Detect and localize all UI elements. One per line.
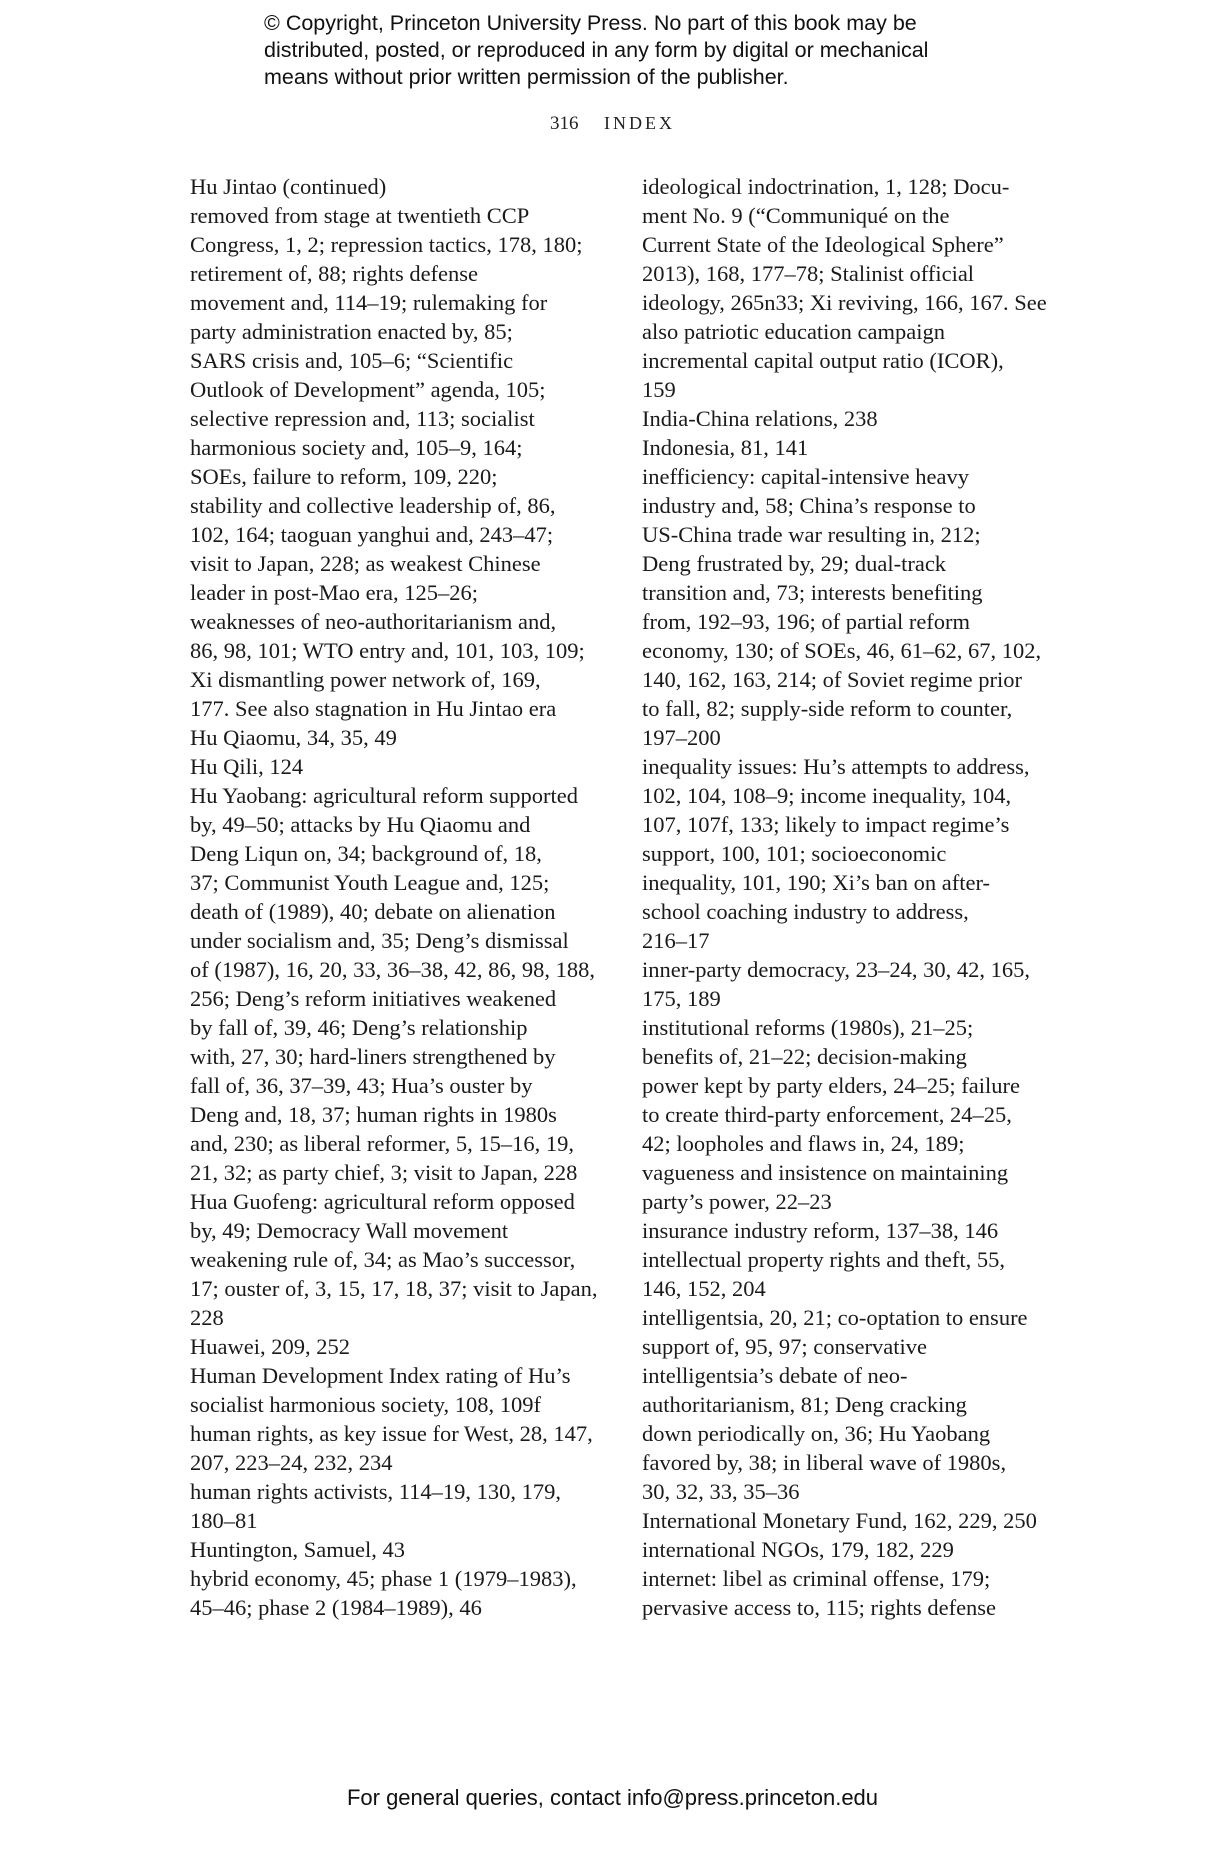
index-entry-line: 140, 162, 163, 214; of Soviet regime prior (642, 667, 1022, 692)
index-entry-line: death of (1989), 40; debate on alienation (190, 899, 556, 924)
index-entry-line: 216–17 (642, 928, 710, 953)
index-entry-line: party administration enacted by, 85; (190, 319, 513, 344)
index-entry-line: institutional reforms (1980s), 21–25; (642, 1015, 974, 1040)
index-entry-line: 37; Communist Youth League and, 125; (190, 870, 550, 895)
index-entry-line: 207, 223–24, 232, 234 (190, 1450, 393, 1475)
index-entry (642, 1216, 1062, 1245)
index-entry-line: harmonious society and, 105–9, 164; (190, 435, 523, 460)
index-entry-line: Indonesia, 81, 141 (642, 435, 809, 460)
index-entry-line: internet: libel as criminal offense, 179; (642, 1566, 991, 1591)
index-column-right (642, 172, 1062, 1622)
index-entry (190, 1187, 610, 1332)
index-entry-line: 256; Deng’s reform initiatives weakened (190, 986, 557, 1011)
index-entry (642, 346, 1062, 404)
index-entry (642, 1535, 1062, 1564)
footer-contact: For general queries, contact info@press.princeton.edu (346, 1785, 879, 1810)
index-entry-line: inequality issues: Hu’s attempts to address, (642, 754, 1030, 779)
index-entry (190, 752, 610, 781)
index-entry-line: 228 (190, 1305, 224, 1330)
index-entry (190, 1535, 610, 1564)
index-entry-line: 45–46; phase 2 (1984–1989), 46 (190, 1595, 482, 1620)
index-entry-line: and, 230; as liberal reformer, 5, 15–16, 19, (190, 1131, 574, 1156)
index-entry-line: Congress, 1, 2; repression tactics, 178, 180; (190, 232, 583, 257)
index-entry-line: Current State of the Ideological Sphere” (642, 232, 1004, 257)
index-entry-line: 42; loopholes and flaws in, 24, 189; (642, 1131, 965, 1156)
index-entry-line: inefficiency: capital-intensive heavy (642, 464, 969, 489)
index-entry-line: leader in post-Mao era, 125–26; (190, 580, 479, 605)
index-entry-line: 107, 107f, 133; likely to impact regime’s (642, 812, 1010, 837)
index-entry-line: retirement of, 88; rights defense (190, 261, 479, 286)
index-entry-line: Deng and, 18, 37; human rights in 1980s (190, 1102, 557, 1127)
index-entry (642, 752, 1062, 955)
index-entry-line: weaknesses of neo-authoritarianism and, (190, 609, 557, 634)
index-entry-line: school coaching industry to address, (642, 899, 969, 924)
index-entry-line: 177. See also stagnation in Hu Jintao era (190, 696, 557, 721)
index-entry-line: insurance industry reform, 137–38, 146 (642, 1218, 999, 1243)
index-entry-line: power kept by party elders, 24–25; failure (642, 1073, 1021, 1098)
index-entry-line: pervasive access to, 115; rights defense (642, 1595, 997, 1620)
copyright-notice (264, 10, 1024, 91)
index-entry-line: vagueness and insistence on maintaining (642, 1160, 1009, 1185)
index-entry (642, 1013, 1062, 1216)
index-entry-line: 159 (642, 377, 676, 402)
index-entry-line: benefits of, 21–22; decision-making (642, 1044, 967, 1069)
index-entry-line: movement and, 114–19; rulemaking for (190, 290, 548, 315)
index-entry (642, 462, 1062, 752)
index-entry-line: also patriotic education campaign (642, 319, 946, 344)
index-entry-line: inequality, 101, 190; Xi’s ban on after- (642, 870, 991, 895)
index-entry-line: selective repression and, 113; socialist (190, 406, 535, 431)
index-entry (190, 723, 610, 752)
index-entry-line: hybrid economy, 45; phase 1 (1979–1983), (190, 1566, 577, 1591)
index-entry-line: economy, 130; of SOEs, 46, 61–62, 67, 102, (642, 638, 1042, 663)
index-entry-line: support, 100, 101; socioeconomic (642, 841, 947, 866)
index-entry (642, 1506, 1062, 1535)
index-entry-line: ideological indoctrination, 1, 128; Docu- (642, 174, 1010, 199)
index-entry-line: removed from stage at twentieth CCP (190, 203, 530, 228)
page-number: 316 (550, 113, 579, 134)
index-entry-line: human rights activists, 114–19, 130, 179, (190, 1479, 562, 1504)
index-entry-line: Deng frustrated by, 29; dual-track (642, 551, 947, 576)
index-entry-line: India-China relations, 238 (642, 406, 878, 431)
index-entry-line: intelligentsia, 20, 21; co-optation to ensure (642, 1305, 1028, 1330)
index-entry-line: support of, 95, 97; conservative (642, 1334, 927, 1359)
section-title: INDEX (604, 113, 675, 133)
index-entry-line: visit to Japan, 228; as weakest Chinese (190, 551, 541, 576)
index-entry (190, 1419, 610, 1477)
index-entry-line: stability and collective leadership of, 86, (190, 493, 556, 518)
index-entry-line: Huawei, 209, 252 (190, 1334, 350, 1359)
index-column-left (190, 172, 610, 1622)
index-entry-line: SOEs, failure to reform, 109, 220; (190, 464, 498, 489)
index-entry-line: favored by, 38; in liberal wave of 1980s, (642, 1450, 1007, 1475)
index-entry-line: Hu Qiaomu, 34, 35, 49 (190, 725, 397, 750)
index-entry-line: 175, 189 (642, 986, 721, 1011)
index-entry-line: from, 192–93, 196; of partial reform (642, 609, 971, 634)
index-entry-line: by fall of, 39, 46; Deng’s relationship (190, 1015, 528, 1040)
index-entry-line: incremental capital output ratio (ICOR), (642, 348, 1004, 373)
index-entry-line: intellectual property rights and theft, 55, (642, 1247, 1006, 1272)
running-head (0, 113, 1225, 135)
copyright-line: means without prior written permission of the publisher. (264, 65, 789, 89)
index-entry-line: international NGOs, 179, 182, 229 (642, 1537, 954, 1562)
index-entry-line: to create third-party enforcement, 24–25, (642, 1102, 1012, 1127)
index-entry-line: 146, 152, 204 (642, 1276, 766, 1301)
index-entry-line: fall of, 36, 37–39, 43; Hua’s ouster by (190, 1073, 533, 1098)
index-entry-line: SARS crisis and, 105–6; “Scientific (190, 348, 514, 373)
index-entry-line: of (1987), 16, 20, 33, 36–38, 42, 86, 98, 188, (190, 957, 595, 982)
index-entry (190, 172, 610, 723)
index-entry-line: with, 27, 30; hard-liners strengthened by (190, 1044, 556, 1069)
index-entry-line: ment No. 9 (“Communiqué on the (642, 203, 950, 228)
copyright-line: © Copyright, Princeton University Press. No part of this book may be (264, 11, 917, 35)
index-entry (190, 1477, 610, 1535)
index-entry (642, 433, 1062, 462)
index-entry (190, 781, 610, 1187)
index-entry-line: 86, 98, 101; WTO entry and, 101, 103, 109; (190, 638, 585, 663)
index-entry (190, 1361, 610, 1419)
index-entry-line: US-China trade war resulting in, 212; (642, 522, 981, 547)
index-entry-line: Hua Guofeng: agricultural reform opposed (190, 1189, 575, 1214)
index-entry-line: socialist harmonious society, 108, 109f (190, 1392, 541, 1417)
index-entry (190, 1564, 610, 1622)
index-entry-line: Human Development Index rating of Hu’s (190, 1363, 571, 1388)
index-entry-line: 17; ouster of, 3, 15, 17, 18, 37; visit to Japan, (190, 1276, 598, 1301)
index-entry-line: inner-party democracy, 23–24, 30, 42, 165, (642, 957, 1030, 982)
index-entry-line: Huntington, Samuel, 43 (190, 1537, 405, 1562)
index-entry (642, 955, 1062, 1013)
index-entry-line: 30, 32, 33, 35–36 (642, 1479, 800, 1504)
index-entry-line: authoritarianism, 81; Deng cracking (642, 1392, 967, 1417)
index-entry-line: to fall, 82; supply-side reform to counter, (642, 696, 1013, 721)
index-entry-line: 102, 104, 108–9; income inequality, 104, (642, 783, 1012, 808)
index-entry-line: transition and, 73; interests benefiting (642, 580, 983, 605)
index-entry (190, 1332, 610, 1361)
index-entry-line: human rights, as key issue for West, 28, 147, (190, 1421, 593, 1446)
index-entry-line: Hu Qili, 124 (190, 754, 304, 779)
index-entry (642, 1303, 1062, 1506)
index-entry-line: by, 49; Democracy Wall movement (190, 1218, 509, 1243)
index-entry (642, 172, 1062, 346)
index-entry-line: International Monetary Fund, 162, 229, 250 (642, 1508, 1037, 1533)
index-entry-line: Deng Liqun on, 34; background of, 18, (190, 841, 542, 866)
index-entry-line: Outlook of Development” agenda, 105; (190, 377, 546, 402)
index-entry (642, 1245, 1062, 1303)
index-entry (642, 1564, 1062, 1622)
index-entry-line: Hu Yaobang: agricultural reform supported (190, 783, 579, 808)
index-entry (642, 404, 1062, 433)
index-entry-line: Hu Jintao (continued) (190, 174, 387, 199)
index-entry-line: by, 49–50; attacks by Hu Qiaomu and (190, 812, 531, 837)
index-entry-line: industry and, 58; China’s response to (642, 493, 976, 518)
index-entry-line: 180–81 (190, 1508, 258, 1533)
index-entry-line: 21, 32; as party chief, 3; visit to Japan, 228 (190, 1160, 578, 1185)
index-entry-line: 102, 164; taoguan yanghui and, 243–47; (190, 522, 554, 547)
index-entry-line: down periodically on, 36; Hu Yaobang (642, 1421, 991, 1446)
index-entry-line: weakening rule of, 34; as Mao’s successor, (190, 1247, 576, 1272)
index-entry-line: ideology, 265n33; Xi reviving, 166, 167. See (642, 290, 1047, 315)
index-entry-line: 2013), 168, 177–78; Stalinist official (642, 261, 975, 286)
index-entry-line: intelligentsia’s debate of neo- (642, 1363, 908, 1388)
index-entry-line: Xi dismantling power network of, 169, (190, 667, 541, 692)
index-entry-line: 197–200 (642, 725, 721, 750)
copyright-line: distributed, posted, or reproduced in any form by digital or mechanical (264, 38, 929, 62)
index-entry-line: party’s power, 22–23 (642, 1189, 832, 1214)
index-entry-line: under socialism and, 35; Deng’s dismissal (190, 928, 569, 953)
